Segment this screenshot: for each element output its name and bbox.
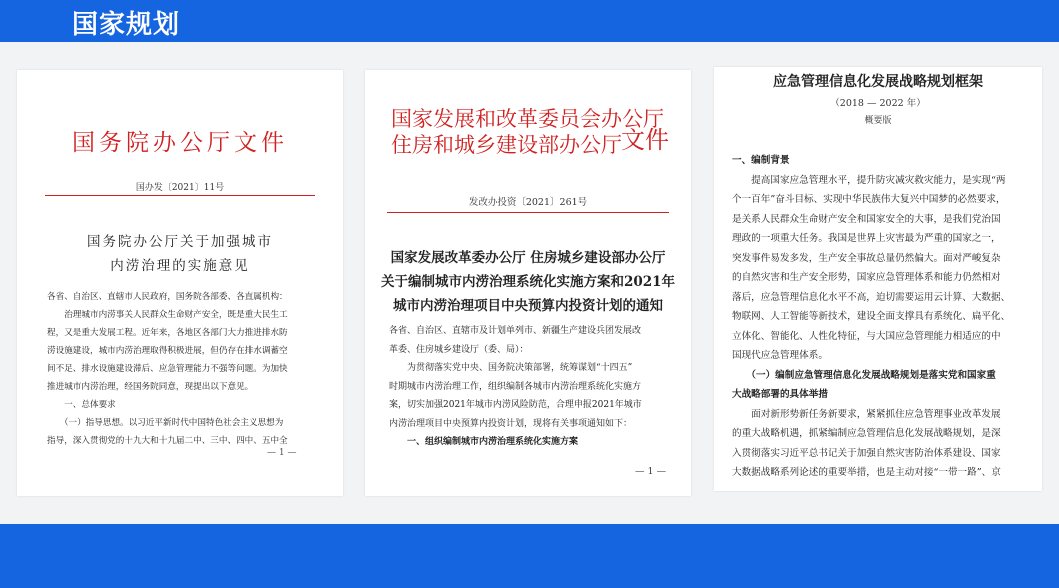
doc1-page-number: — 1 — [267, 448, 297, 458]
doc3-years: （2018 — 2022 年） [830, 98, 926, 109]
doc3-body-subheading: 大战略部署的具体举措 [732, 389, 828, 400]
doc3-body-line: 入贯彻落实习近平总书记关于加强自然灾害防治体系建设、国家 [732, 447, 1001, 459]
doc2-body-line: 为贯彻落实党中央、国务院决策部署，统筹谋划“十四五” [389, 363, 633, 373]
doc2-body-line: 案，切实加强2021年城市内涝风险防范，合理申报2021年城市 [389, 400, 642, 410]
doc3-body-heading: 一、编制背景 [732, 155, 790, 166]
doc1-body-line: 一、总体要求 [47, 400, 116, 410]
doc3-body-line: 个一百年”奋斗目标、实现中华民族伟大复兴中国梦的必然要求， [732, 194, 1006, 205]
doc2-page-number: — 1 — [635, 466, 667, 477]
doc3-body-line: 突发事件易发多发，生产安全事故总量仍然偏大。面对严峻复杂 [732, 252, 1001, 264]
doc2-issuer-line: 国家发展和改革委员会办公厅 [391, 107, 664, 131]
doc3-body-line: 是关系人民群众生命财产安全和国家安全的大事，是我们党治国 [732, 213, 1001, 225]
doc2-body [389, 322, 679, 452]
doc3-edition: 概要版 [864, 116, 892, 126]
doc2-subject-line: 国家发展改革委办公厅 住房城乡建设部办公厅 [390, 250, 666, 266]
header-bar [0, 0, 1059, 42]
doc1-body-line: 治理城市内涝事关人民群众生命财产安全，既是重大民生工 [47, 310, 288, 320]
doc2-issuer-suffix: 文件 [621, 126, 669, 154]
doc2-red-rule [387, 212, 669, 213]
footer-bar [0, 524, 1059, 588]
page-title: 国家规划 [72, 10, 181, 40]
doc1-issuer: 国务院办公厅文件 [72, 130, 288, 156]
doc1-body-line: （一）指导思想。以习近平新时代中国特色社会主义思想为 [47, 418, 284, 428]
doc1-subject [17, 230, 343, 278]
doc2-subject-line: 城市内涝治理项目中央预算内投资计划的通知 [393, 298, 663, 314]
doc2-body-line: 革委、住房城乡建设厅（委、局）： [389, 344, 529, 355]
doc2-subject-line: 关于编制城市内涝治理系统化实施方案和2021年 [380, 274, 676, 290]
doc3-body-line: 立体化、智能化、人性化特征，与大国应急管理能力相适应的中 [732, 330, 1001, 342]
doc3-body-line: 的重大战略机遇，抓紧编制应急管理信息化发展战略规划，是深 [732, 428, 1001, 439]
document-emergency-plan[interactable] [714, 67, 1042, 491]
doc3-body-line: 大数据战略系列论述的重要举措，也是主动对接“一带一路”、京 [732, 467, 1001, 478]
doc1-subject-line: 内涝治理的实施意见 [110, 258, 250, 274]
document-ndrc-notice[interactable] [365, 70, 691, 496]
documents-area [0, 42, 1059, 524]
doc1-red-rule [45, 195, 315, 196]
doc1-body-line: 指导，深入贯彻党的十九大和十九届二中、三中、四中、五中全 [47, 436, 288, 446]
doc1-body-line: 间不足、排水设施建设滞后、应急管理能力不强等问题。为加快 [47, 364, 288, 374]
doc3-body-line: 理政的一项重大任务。我国是世界上灾害最为严重的国家之一， [732, 233, 1001, 244]
doc3-body-line: 物联网、人工智能等新技术，建设全面支撑具有系统化、扁平化、 [732, 311, 1011, 322]
doc1-body [47, 288, 319, 450]
doc1-body-line: 程，又是重大发展工程。近年来，各地区各部门大力推进排水防 [47, 328, 288, 338]
document-state-council-notice[interactable] [17, 70, 343, 496]
doc1-body-line: 各省、自治区、直辖市人民政府，国务院各部委、各直属机构： [47, 292, 288, 302]
doc2-body-line: 各省、自治区、直辖市及计划单列市、新疆生产建设兵团发展改 [389, 326, 642, 336]
doc2-body-line: 时期城市内涝治理工作，组织编制各城市内涝治理系统化实施方 [389, 381, 642, 392]
doc3-body-line: 提高国家应急管理水平，提升防灾减灾救灾能力，是实现“两 [732, 174, 1006, 186]
doc1-body-line: 推进城市内涝治理，经国务院同意，现提出以下意见。 [47, 382, 254, 392]
doc2-body-line: 内涝治理项目中央预算内投资计划，现将有关事项通知如下： [389, 418, 633, 429]
doc2-subject [365, 246, 691, 318]
doc2-doc-number: 发改办投资〔2021〕261号 [468, 197, 588, 208]
doc3-title: 应急管理信息化发展战略规划框架 [773, 74, 983, 90]
doc3-body-line: 面对新形势新任务新要求，紧紧抓住应急管理事业改革发展 [732, 408, 1001, 420]
doc2-issuer-line: 住房和城乡建设部办公厅 [391, 133, 622, 157]
doc3-body [732, 151, 1034, 483]
doc1-doc-number: 国办发〔2021〕11号 [135, 183, 225, 193]
doc3-body-line: 国现代应急管理体系。 [732, 350, 828, 361]
doc1-subject-line: 国务院办公厅关于加强城市 [87, 234, 273, 250]
doc1-body-line: 涝设施建设，城市内涝治理取得积极进展，但仍存在排水调蓄空 [47, 346, 288, 356]
doc3-body-line: 的自然灾害和生产安全形势，国家应急管理体系和能力仍然相对 [732, 272, 1001, 283]
doc2-body-heading: 一、组织编制城市内涝治理系统化实施方案 [389, 437, 579, 447]
doc3-body-subheading: （一）编制应急管理信息化发展战略规划是落实党和国家重 [732, 369, 996, 381]
doc3-body-line: 落后，应急管理信息化水平不高，迫切需要运用云计算、大数据、 [732, 291, 1011, 303]
